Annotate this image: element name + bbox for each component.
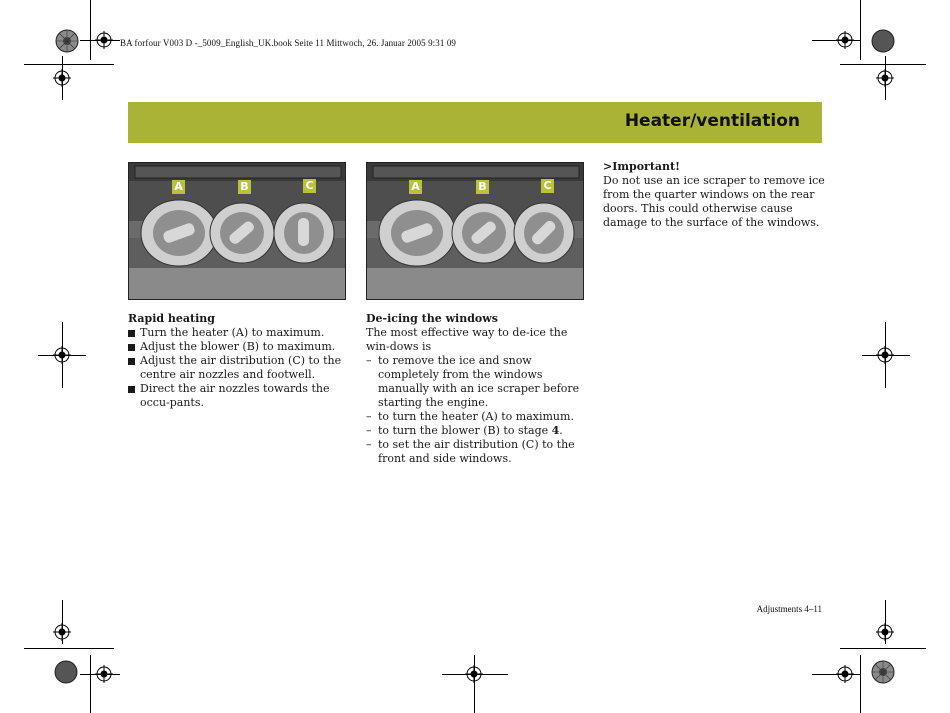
blower-stage-text: to turn the blower (B) to stage — [378, 424, 552, 437]
rapid-heating-list — [128, 326, 348, 410]
deicing-heading: De-icing the windows — [366, 312, 498, 325]
list-item: Direct the air nozzles towards the occu-pants. — [128, 382, 348, 410]
list-item: – to turn the blower (B) to stage 4. — [366, 424, 588, 438]
page-footer: Adjustments 4–11 — [756, 604, 822, 614]
label-a: A — [172, 180, 185, 194]
section-title: Heater/ventilation — [624, 111, 800, 131]
rapid-heating-section — [128, 312, 348, 410]
important-heading: >Important! — [603, 160, 680, 173]
list-item: Turn the heater (A) to maximum. — [128, 326, 348, 340]
deicing-list — [366, 354, 588, 466]
list-item: Adjust the air distribution (C) to the centre air nozzles and footwell. — [128, 354, 348, 382]
list-item: – to turn the heater (A) to maximum. — [366, 410, 588, 424]
label-b-2: B — [476, 180, 489, 194]
section-banner — [128, 102, 822, 143]
important-text: Do not use an ice scraper to remove ice from the quarter windows on the rear doors. This could otherwise cause damage to the surface of the windows. — [603, 174, 825, 229]
rapid-heating-heading: Rapid heating — [128, 312, 215, 325]
label-c-2: C — [541, 179, 554, 193]
label-b: B — [238, 180, 251, 194]
label-c: C — [303, 179, 316, 193]
blower-stage-value: 4 — [551, 424, 560, 437]
deicing-section — [366, 312, 588, 466]
label-a-2: A — [409, 180, 422, 194]
print-header: BA forfour V003 D -_5009_English_UK.book Seite 11 Mittwoch, 26. Januar 2005 9:31 09 — [120, 38, 457, 48]
list-item: Adjust the blower (B) to maximum. — [128, 340, 348, 354]
important-note — [603, 160, 825, 230]
deicing-intro: The most effective way to de-ice the win-dows is — [366, 326, 568, 353]
list-item: – to set the air distribution (C) to the front and side windows. — [366, 438, 588, 466]
list-item: – to remove the ice and snow completely from the windows manually with an ice scraper before starting the engine. — [366, 354, 588, 410]
